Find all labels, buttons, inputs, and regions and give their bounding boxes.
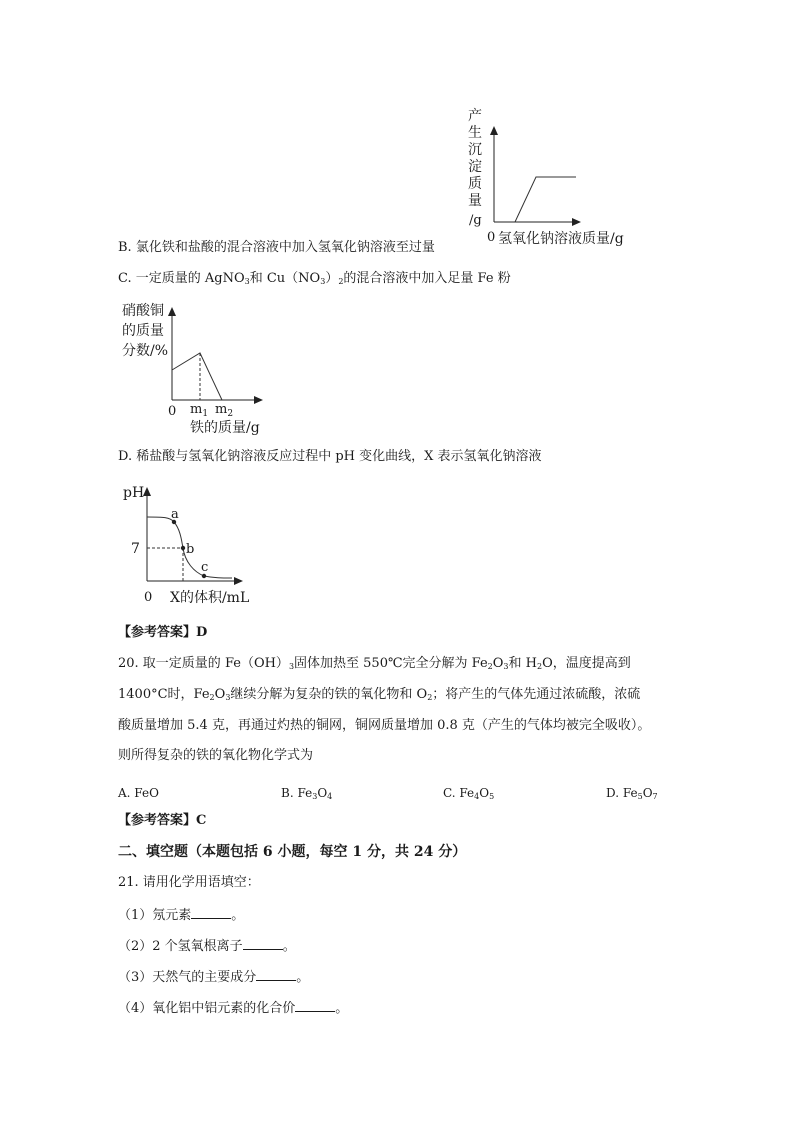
graph-b <box>460 104 660 254</box>
answer-blank[interactable] <box>256 967 296 981</box>
q21-item-text: （4）氧化铝中铝元素的化合价 <box>118 1001 296 1016</box>
answer-19: 【参考答案】D <box>118 625 208 640</box>
graph-b-ylabel <box>468 107 482 228</box>
graph-c-ylabel-line: 硝酸铜 <box>122 303 164 319</box>
q20-sub: 2 <box>537 662 543 671</box>
q21-item-text: （1）氖元素 <box>118 908 192 923</box>
option-c-sub: 2 <box>338 277 344 286</box>
graph-d-point-b <box>181 546 185 550</box>
option-b: B. 氯化铁和盐酸的混合溶液中加入氢氧化钠溶液至过量 <box>118 240 435 255</box>
graph-b-ylabel-char: 产 <box>468 108 482 124</box>
option-c-end: 的混合溶液中加入足量 Fe 粉 <box>343 271 511 286</box>
answer-blank[interactable] <box>295 998 335 1012</box>
q20-line-4: 则所得复杂的铁的氧化物化学式为 <box>118 748 314 763</box>
q21-item-text: （3）天然气的主要成分 <box>118 970 257 985</box>
graph-d-label-b: b <box>186 542 195 557</box>
graph-c-tick-m1-letter: m <box>190 402 203 417</box>
graph-b-curve <box>515 177 576 222</box>
graph-d-origin: 0 <box>144 590 153 605</box>
q20-text: 继续分解为复杂的铁的氧化物和 O <box>230 687 428 702</box>
q20-text: ；将产生的气体先通过浓硫酸，浓硫 <box>432 687 641 702</box>
q20-sub: 3 <box>225 693 231 702</box>
q20-sub: 2 <box>427 693 433 702</box>
graph-b-x-arrow <box>572 218 581 226</box>
q20-text: 20. 取一定质量的 Fe（OH） <box>118 656 289 671</box>
q20-option-d-sub: 5 <box>637 792 643 801</box>
q21-item-end: 。 <box>282 939 296 954</box>
graph-c-tick-m2-sub: 2 <box>227 409 234 419</box>
q20-line-3: 酸质量增加 5.4 克，再通过灼热的铜网，铜网质量增加 0.8 克（产生的气体均被完全吸收）。 <box>118 718 651 733</box>
option-d: D. 稀盐酸与氢氧化钠溶液反应过程中 pH 变化曲线，X 表示氢氧化钠溶液 <box>118 449 542 464</box>
option-c-sub: 3 <box>244 277 250 286</box>
graph-b-ylabel-char: 量 <box>468 193 482 209</box>
q21-item-end: 。 <box>231 908 245 923</box>
q20-option-d-text: D. Fe <box>606 786 638 800</box>
q20-option-c-sub: 4 <box>474 792 480 801</box>
section-2-heading: 二、填空题（本题包括 6 小题，每空 1 分，共 24 分） <box>118 844 467 860</box>
graph-b-ylabel-char: 质 <box>468 176 482 192</box>
q20-line-1 <box>118 655 631 676</box>
q20-sub: 2 <box>487 662 493 671</box>
q21-item-3 <box>118 967 309 987</box>
graph-c-tick-m1 <box>190 402 208 419</box>
graph-b-ylabel-char: /g <box>469 213 482 228</box>
q20-option-a: A. FeO <box>118 786 159 800</box>
option-c-suffix: ） <box>325 271 339 286</box>
answer-20: 【参考答案】C <box>118 813 207 828</box>
q21-stem: 21. 请用化学用语填空： <box>118 875 260 890</box>
q21-item-end: 。 <box>335 1001 349 1016</box>
q20-sub: 3 <box>503 662 509 671</box>
q21-item-text: （2）2 个氢氧根离子 <box>118 939 243 954</box>
q20-text: 固体加热至 550℃完全分解为 Fe <box>294 656 488 671</box>
option-c-mid: 和 Cu（NO <box>249 271 321 286</box>
graph-c <box>118 300 308 440</box>
graph-c-y-arrow <box>168 307 176 316</box>
graph-c-tick-m2-letter: m <box>215 402 228 417</box>
option-c-sub: 3 <box>320 277 326 286</box>
q20-option-d <box>606 784 658 806</box>
graph-b-ylabel-char: 淀 <box>468 159 482 175</box>
q21-item-2 <box>118 936 296 956</box>
q20-text: 1400°C时，Fe <box>118 687 210 702</box>
q20-option-c-text: O <box>479 786 490 800</box>
q20-option-b-text: O <box>317 786 328 800</box>
q20-option-c-sub: 5 <box>489 792 495 801</box>
graph-d-label-c: c <box>201 560 209 575</box>
graph-c-ylabel-line: 的质量 <box>122 323 164 339</box>
q21-item-4 <box>118 998 348 1018</box>
graph-d-x-arrow <box>234 577 243 585</box>
q20-option-d-sub: 7 <box>652 792 658 801</box>
graph-b-y-arrow <box>490 126 498 135</box>
graph-d-label-a: a <box>171 507 179 522</box>
graph-c-tick-m1-sub: 1 <box>202 409 209 419</box>
answer-blank[interactable] <box>243 936 283 950</box>
graph-c-x-arrow <box>254 396 263 404</box>
graph-b-ylabel-char: 沉 <box>468 142 482 158</box>
q20-option-b <box>281 784 332 806</box>
q20-option-b-sub: 4 <box>327 792 333 801</box>
graph-d <box>118 480 268 610</box>
graph-d-y-arrow <box>143 487 151 496</box>
graph-d-y-tick-7: 7 <box>131 541 140 557</box>
q20-option-c <box>443 784 494 806</box>
option-c-prefix: C. 一定质量的 AgNO <box>118 271 245 286</box>
q20-option-b-text: B. Fe <box>281 786 313 800</box>
graph-c-origin: 0 <box>168 404 177 419</box>
q20-option-b-sub: 3 <box>312 792 318 801</box>
answer-blank[interactable] <box>191 905 231 919</box>
graph-c-ylabel-line: 分数/% <box>122 343 169 359</box>
q20-text: O <box>214 687 226 702</box>
q20-sub: 2 <box>209 693 215 702</box>
q20-text: O <box>492 656 504 671</box>
q20-option-d-text: O <box>642 786 653 800</box>
graph-c-curve <box>172 353 222 400</box>
graph-d-xlabel: X的体积/mL <box>170 590 250 606</box>
option-c <box>118 270 511 291</box>
graph-b-xlabel: 氢氧化钠溶液质量/g <box>498 231 624 247</box>
q20-option-c-text: C. Fe <box>443 786 475 800</box>
q20-text: 和 H <box>508 656 537 671</box>
q20-text: O，温度提高到 <box>542 656 631 671</box>
q20-line-2 <box>118 686 640 707</box>
graph-c-xlabel: 铁的质量/g <box>190 420 260 436</box>
graph-c-tick-m2 <box>215 402 233 419</box>
graph-b-ylabel-char: 生 <box>468 125 482 141</box>
q20-sub: 3 <box>288 662 295 671</box>
graph-b-origin: 0 <box>487 230 496 245</box>
graph-d-ylabel: pH <box>123 485 145 501</box>
q21-item-end: 。 <box>296 970 310 985</box>
q21-item-1 <box>118 905 244 925</box>
